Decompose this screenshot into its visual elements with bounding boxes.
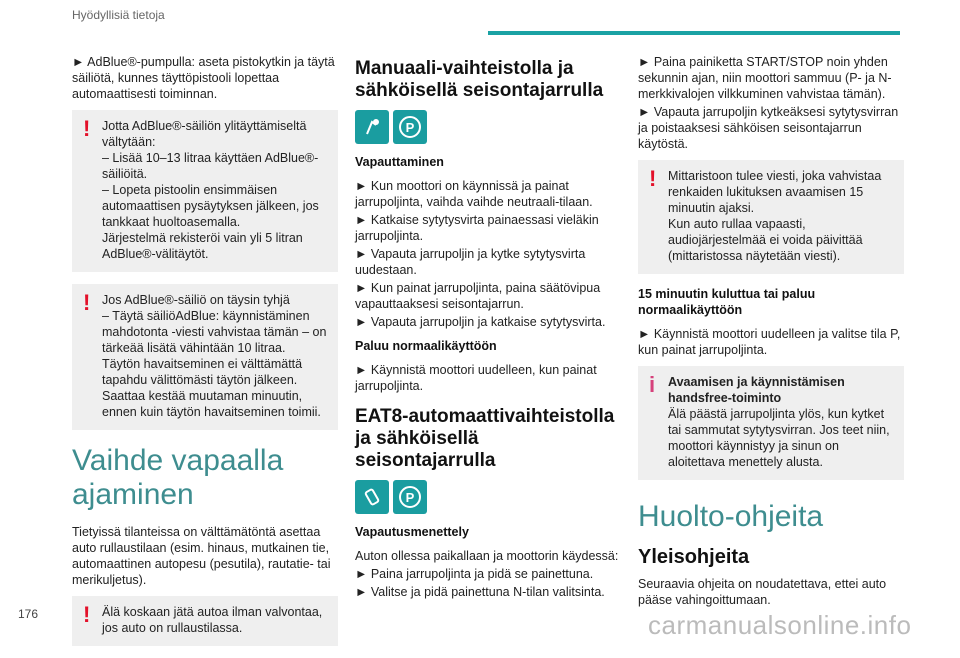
page-number: 176	[18, 607, 39, 621]
warning-box	[638, 160, 904, 274]
warning-icon: !	[83, 290, 91, 315]
paragraph: ► Valitse ja pidä painettuna N-tilan valitsinta.	[355, 585, 605, 599]
paragraph: ► Vapauta jarrupoljin kytkeäksesi sytytysvirran ja poistaaksesi sähköisen seisontajarrun käytöstä.	[638, 105, 899, 151]
paragraph: Auton ollessa paikallaan ja moottorin käydessä:	[355, 549, 619, 563]
warning-box	[72, 284, 338, 430]
note-text: Jotta AdBlue®-säiliön ylitäyttämiseltä vältytään:	[102, 119, 307, 149]
warning-icon: !	[649, 166, 657, 191]
paragraph: ► Paina jarrupoljinta ja pidä se painettuna.	[355, 567, 594, 581]
section-heading: Vaihde vapaalla ajaminen	[72, 444, 284, 511]
note-text: Jos AdBlue®-säiliö on täysin tyhjä	[102, 293, 290, 307]
paragraph: ► Vapauta jarrupoljin ja kytke sytytysvirta uudestaan.	[355, 247, 586, 277]
paragraph: ► Vapauta jarrupoljin ja katkaise sytytysvirta.	[355, 315, 606, 329]
paragraph: ► Käynnistä moottori uudelleen, kun painat jarrupoljinta.	[355, 363, 597, 393]
section-heading: Huolto-ohjeita	[638, 500, 824, 533]
subheading: 15 minuutin kuluttua tai paluu normaalikäyttöön	[638, 287, 816, 317]
warning-icon: !	[83, 116, 91, 141]
note-text: Älä koskaan jätä autoa ilman valvontaa, jos auto on rullaustilassa.	[102, 605, 323, 635]
icon-row	[355, 480, 621, 514]
paragraph: ► Kun painat jarrupoljinta, paina säätövipua vapauttaaksesi seisontajarrun.	[355, 281, 601, 311]
svg-text:P: P	[405, 120, 415, 135]
automatic-gearbox-icon	[355, 480, 389, 514]
note-text: Järjestelmä rekisteröi vain yli 5 litran AdBlue®-välitäytöt.	[102, 231, 303, 261]
warning-box	[72, 596, 338, 646]
paragraph: ► AdBlue®-pumpulla: aseta pistokytkin ja täytä säiliötä, kunnes täyttöpistooli lopettaa automaattisesti toiminnan.	[72, 55, 335, 101]
note-text: Mittaristoon tulee viesti, joka vahvistaa renkaiden lukituksen avaamisen 15 minuutin ajaksi.	[668, 169, 882, 215]
paragraph: ► Paina painiketta START/STOP noin yhden sekunnin ajan, niin moottori sammuu (P- ja N-merkkivalojen vilkkuminen vahvistaa tämän).	[638, 55, 892, 101]
section-header: Hyödyllisiä tietoja	[72, 8, 165, 22]
section-heading: EAT8-automaattivaihteistolla ja sähköisellä seisontajarrulla	[355, 406, 615, 471]
paragraph: ► Kun moottori on käynnissä ja painat jarrupoljinta, vaihda vaihde neutraali-tilaan.	[355, 179, 593, 209]
manual-gearbox-icon	[355, 110, 389, 144]
note-text: – Lopeta pistoolin ensimmäisen automaattisen pysäytyksen jälkeen, jos tankkaat huoltoasemalla.	[102, 183, 319, 229]
header-accent-bar	[488, 31, 900, 35]
parking-brake-icon	[393, 480, 427, 514]
info-icon: i	[649, 372, 656, 397]
paragraph: Tietyissä tilanteissa on välttämätöntä asettaa auto rullaustilaan (esim. hinaus, mutkainen tie, automaattinen autopesu (pesutila), rautatie- tai merikuljetus).	[72, 525, 331, 587]
column-2	[355, 58, 621, 608]
parking-brake-icon	[393, 110, 427, 144]
warning-icon: !	[83, 602, 91, 627]
column-3	[638, 54, 904, 616]
paragraph: ► Käynnistä moottori uudelleen ja valitse tila P, kun painat jarrupoljinta.	[638, 327, 901, 357]
subheading: Paluu normaalikäyttöön	[355, 339, 497, 353]
note-text: – Lisää 10–13 litraa käyttäen AdBlue®-säiliöitä.	[102, 151, 319, 181]
subheading: Vapauttaminen	[355, 155, 444, 169]
note-text: – Täytä säiliöAdBlue: käynnistäminen mahdotonta -viesti vahvistaa tämän – on tärkeää lisätä vähintään 10 litraa.	[102, 309, 327, 355]
note-text: Kun auto rullaa vapaasti, audiojärjestelmää ei voida päivittää (mittaristossa näytetään viesti).	[668, 217, 863, 263]
icon-row	[355, 110, 621, 144]
subsection-heading: Yleisohjeita	[638, 546, 750, 568]
paragraph: Seuraavia ohjeita on noudatettava, ettei auto pääse vahingoittumaan.	[638, 577, 887, 607]
note-text: Älä päästä jarrupoljinta ylös, kun kytket tai sammutat sytytysvirran. Jos teet niin, moottori käynnistyy ja sinun on aloitettava menettely alusta.	[668, 407, 890, 469]
warning-box	[72, 110, 338, 272]
svg-text:P: P	[405, 490, 415, 505]
paragraph: ► Katkaise sytytysvirta painaessasi vieläkin jarrupoljinta.	[355, 213, 599, 243]
subheading: Vapautusmenettely	[355, 525, 469, 539]
info-box	[638, 366, 904, 480]
note-title: Avaamisen ja käynnistämisen handsfree-toiminto	[668, 375, 845, 405]
watermark: carmanualsonline.info	[648, 610, 912, 640]
section-heading: Manuaali-vaihteistolla ja sähköisellä seisontajarrulla	[355, 58, 604, 101]
note-text: Täytön havaitseminen ei välttämättä tapahdu välittömästi täytön jälkeen. Saattaa kestää muutaman minuutin, ennen kuin täytön havaitseminen toimii.	[102, 357, 321, 419]
column-1	[72, 54, 338, 658]
